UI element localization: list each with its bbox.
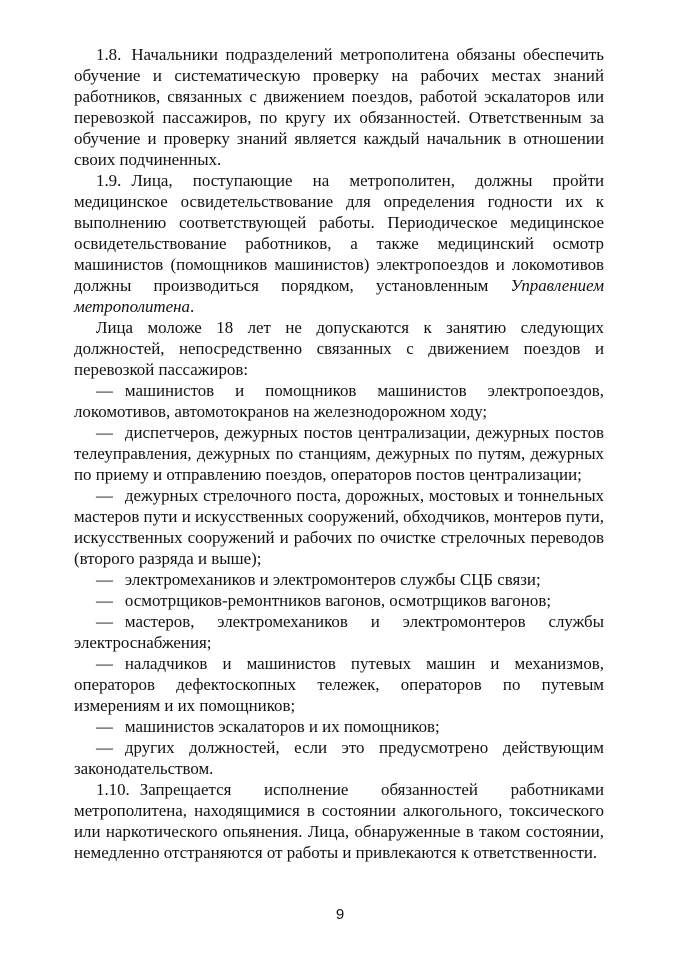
paragraph-1-9 — [74, 170, 604, 317]
clause-number: 1.9. — [96, 171, 122, 190]
list-item — [74, 590, 604, 611]
dash-marker: — — [96, 738, 113, 757]
list-item — [74, 716, 604, 737]
list-item-text: электромехаников и электромонтеров службы СЦБ связи; — [124, 570, 541, 589]
list-item-text: диспетчеров, дежурных постов централизации, дежурных постов телеуправления, дежурных по станциям, дежурных по путям, дежурных по приему и отправлению поездов, операторов постов централизации; — [74, 423, 604, 484]
paragraph-text: Лица, поступающие на метрополитен, должны пройти медицинское освидетельствование для определения годности их к выполнению соответствующей работы. Периодическое медицинское освидетельствование работников, а также медицинский осмотр машинистов (помощников машинистов) электропоездов и локомотивов должны производиться порядком, установленным — [74, 171, 604, 295]
list-item-text: наладчиков и машинистов путевых машин и механизмов, операторов дефектоскопных тележек, операторов по путевым измерениям и их помощников; — [74, 654, 604, 715]
dash-marker: — — [96, 717, 113, 736]
list-item-text: мастеров, электромехаников и электромонтеров службы электроснабжения; — [74, 612, 604, 652]
dash-marker: — — [96, 654, 113, 673]
list-item — [74, 653, 604, 716]
dash-marker: — — [96, 591, 113, 610]
page-number: 9 — [335, 906, 345, 923]
list-item — [74, 380, 604, 422]
list-item — [74, 422, 604, 485]
dash-marker: — — [96, 486, 113, 505]
paragraph-text: Лица моложе 18 лет не допускаются к занятию следующих должностей, непосредственно связанных с движением поездов и перевозкой пассажиров: — [74, 318, 604, 379]
clause-number: 1.10. — [96, 780, 130, 799]
list-item-text: осмотрщиков-ремонтников вагонов, осмотрщиков вагонов; — [124, 591, 552, 610]
list-item-text: дежурных стрелочного поста, дорожных, мостовых и тоннельных мастеров пути и искусственных сооружений, обходчиков, монтеров пути, искусственных сооружений и рабочих по очистке стрелочных переводов (второго разряда и выше); — [74, 486, 604, 568]
list-item — [74, 611, 604, 653]
paragraph-text: Начальники подразделений метрополитена обязаны обеспечить обучение и систематическую проверку на рабочих местах знаний работников, связанных с движением поездов, работой эскалаторов или перевозкой пассажиров, по кругу их обязанностей. Ответственным за обучение и проверку знаний является каждый начальник в отношении своих подчиненных. — [74, 45, 604, 169]
document-page — [74, 44, 604, 863]
clause-number: 1.8. — [96, 45, 122, 64]
paragraph-text: Запрещается исполнение обязанностей работниками метрополитена, находящимися в состоянии алкогольного, токсического или наркотического опьянения. Лица, обнаруженные в таком состоянии, немедленно отстраняются от работы и привлекаются к ответственности. — [74, 780, 604, 862]
list-item — [74, 569, 604, 590]
dash-marker: — — [96, 612, 113, 631]
list-item-text: машинистов и помощников машинистов электропоездов, локомотивов, автомотокранов на железнодорожном ходу; — [74, 381, 604, 421]
paragraph-1-8 — [74, 44, 604, 170]
paragraph-1-10 — [74, 779, 604, 863]
sentence-end: . — [189, 297, 195, 316]
dash-marker: — — [96, 423, 113, 442]
list-item — [74, 485, 604, 569]
list-item-text: машинистов эскалаторов и их помощников; — [124, 717, 440, 736]
list-item-text: других должностей, если это предусмотрено действующим законодательством. — [74, 738, 604, 778]
italic-reference: Управлением метрополитена — [74, 276, 604, 316]
dash-marker: — — [96, 570, 113, 589]
paragraph-under-18 — [74, 317, 604, 380]
dash-marker: — — [96, 381, 113, 400]
list-item — [74, 737, 604, 779]
